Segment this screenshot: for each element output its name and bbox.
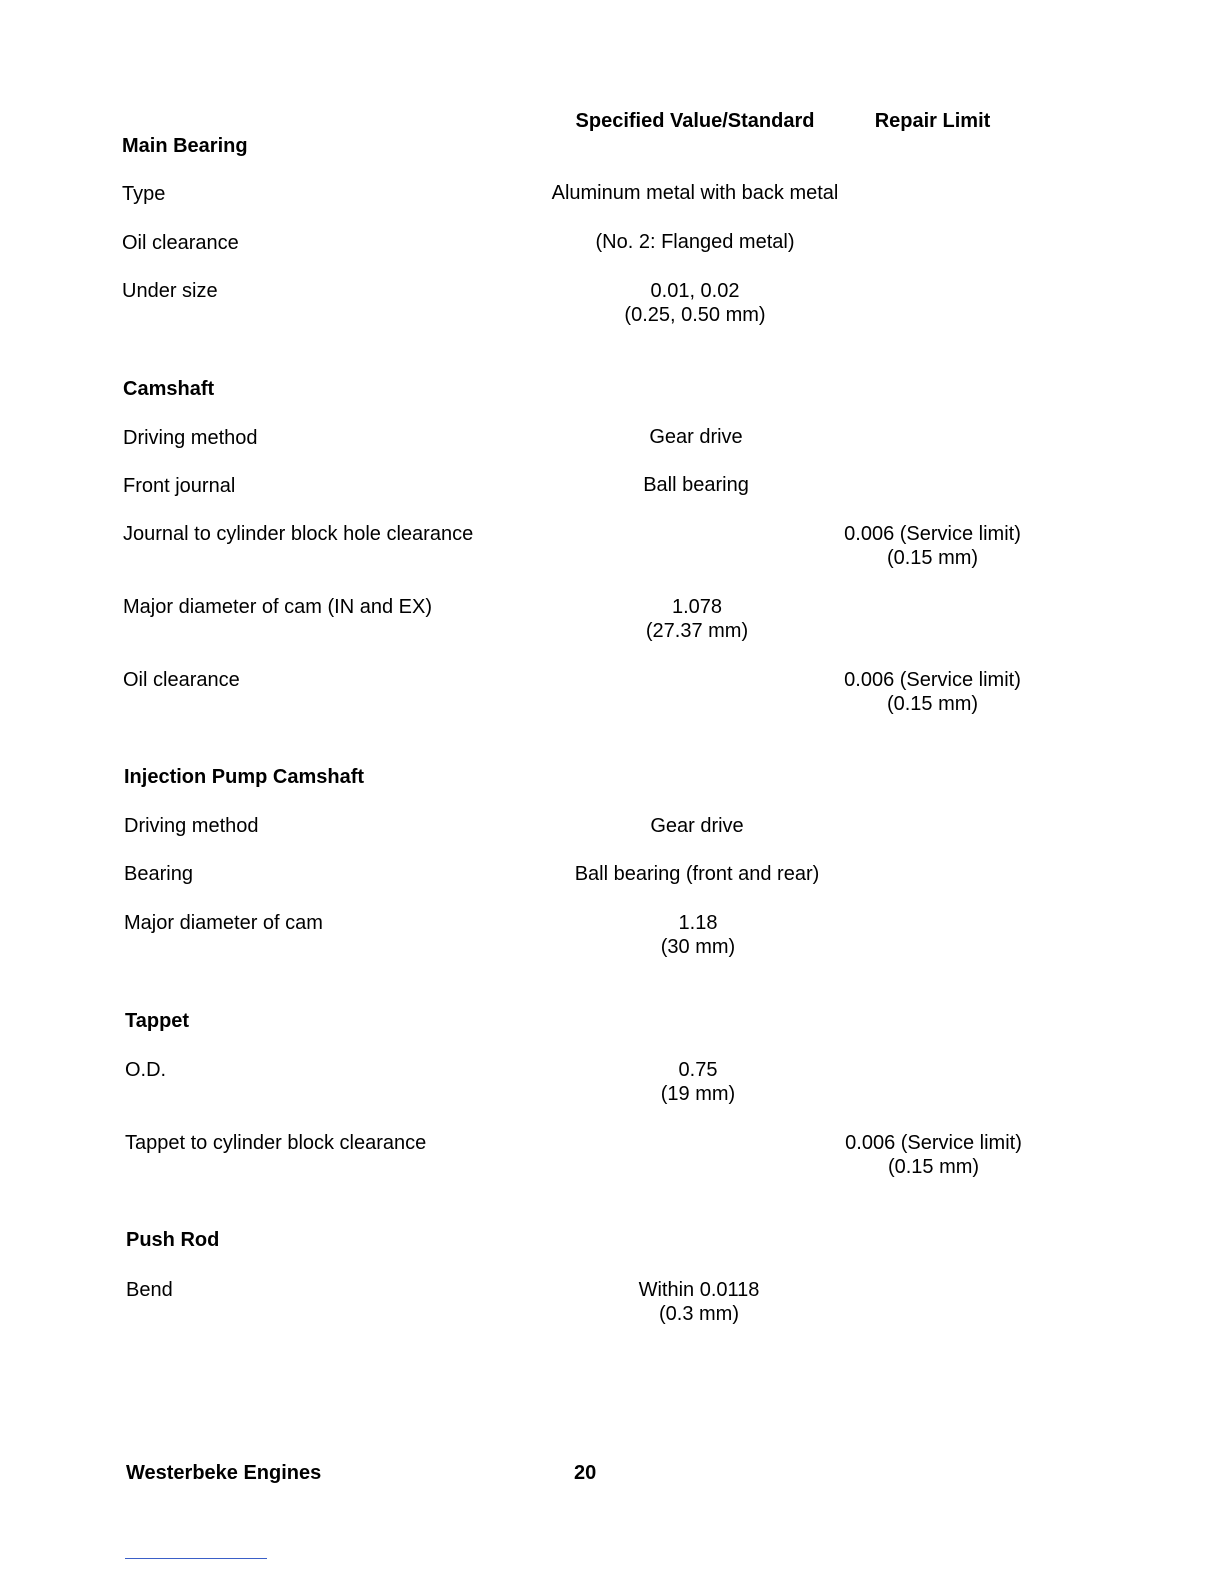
row-value-ipc-bearing: Ball bearing (front and rear) — [574, 863, 820, 885]
row-label-front-journal: Front journal — [123, 475, 236, 497]
section-title-camshaft: Camshaft — [123, 378, 215, 400]
row-limit-camshaft-oil-clearance-metric: (0.15 mm) — [886, 693, 979, 715]
column-header-specified-value: Specified Value/Standard — [575, 110, 815, 132]
row-value-bend-metric: (0.3 mm) — [659, 1303, 739, 1325]
footer-page-number: 20 — [574, 1462, 597, 1484]
section-title-main-bearing: Main Bearing — [122, 135, 248, 157]
row-limit-journal-clearance: 0.006 (Service limit) — [844, 523, 1021, 545]
row-value-bend: Within 0.0118 — [638, 1279, 760, 1301]
row-value-ipc-major-diameter: 1.18 — [678, 912, 718, 934]
section-title-injection-pump-camshaft: Injection Pump Camshaft — [124, 766, 365, 788]
row-label-tappet-clearance: Tappet to cylinder block clearance — [125, 1132, 427, 1154]
column-header-repair-limit: Repair Limit — [874, 110, 991, 132]
row-label-under-size: Under size — [122, 280, 218, 302]
section-title-tappet: Tappet — [125, 1010, 190, 1032]
row-label-journal-clearance: Journal to cylinder block hole clearance — [123, 523, 474, 545]
row-limit-tappet-clearance-metric: (0.15 mm) — [887, 1156, 980, 1178]
row-value-under-size-metric: (0.25, 0.50 mm) — [624, 304, 766, 326]
row-value-type: Aluminum metal with back metal — [551, 182, 839, 204]
row-limit-journal-clearance-metric: (0.15 mm) — [886, 547, 979, 569]
row-value-major-diameter-cam-metric: (27.37 mm) — [645, 620, 749, 642]
row-label-major-diameter-cam: Major diameter of cam (IN and EX) — [123, 596, 432, 618]
row-label-tappet-od: O.D. — [125, 1059, 167, 1081]
row-label-camshaft-oil-clearance: Oil clearance — [123, 669, 240, 691]
row-value-tappet-od: 0.75 — [678, 1059, 718, 1081]
row-label-oil-clearance: Oil clearance — [122, 232, 239, 254]
row-label-bend: Bend — [126, 1279, 173, 1301]
footer-divider — [125, 1558, 267, 1559]
row-value-ipc-major-diameter-metric: (30 mm) — [660, 936, 736, 958]
row-value-oil-clearance: (No. 2: Flanged metal) — [595, 231, 795, 253]
row-value-front-journal: Ball bearing — [643, 474, 749, 496]
row-value-driving-method: Gear drive — [649, 426, 743, 448]
footer-brand: Westerbeke Engines — [126, 1462, 322, 1484]
row-label-type: Type — [122, 183, 166, 205]
row-label-ipc-bearing: Bearing — [124, 863, 193, 885]
row-limit-camshaft-oil-clearance: 0.006 (Service limit) — [844, 669, 1021, 691]
section-title-push-rod: Push Rod — [126, 1229, 220, 1251]
row-label-ipc-major-diameter: Major diameter of cam — [124, 912, 323, 934]
row-label-driving-method: Driving method — [123, 427, 258, 449]
row-value-ipc-driving-method: Gear drive — [650, 815, 744, 837]
row-label-ipc-driving-method: Driving method — [124, 815, 259, 837]
row-value-under-size: 0.01, 0.02 — [650, 280, 740, 302]
row-value-tappet-od-metric: (19 mm) — [660, 1083, 736, 1105]
row-value-major-diameter-cam: 1.078 — [671, 596, 723, 618]
row-limit-tappet-clearance: 0.006 (Service limit) — [845, 1132, 1022, 1154]
